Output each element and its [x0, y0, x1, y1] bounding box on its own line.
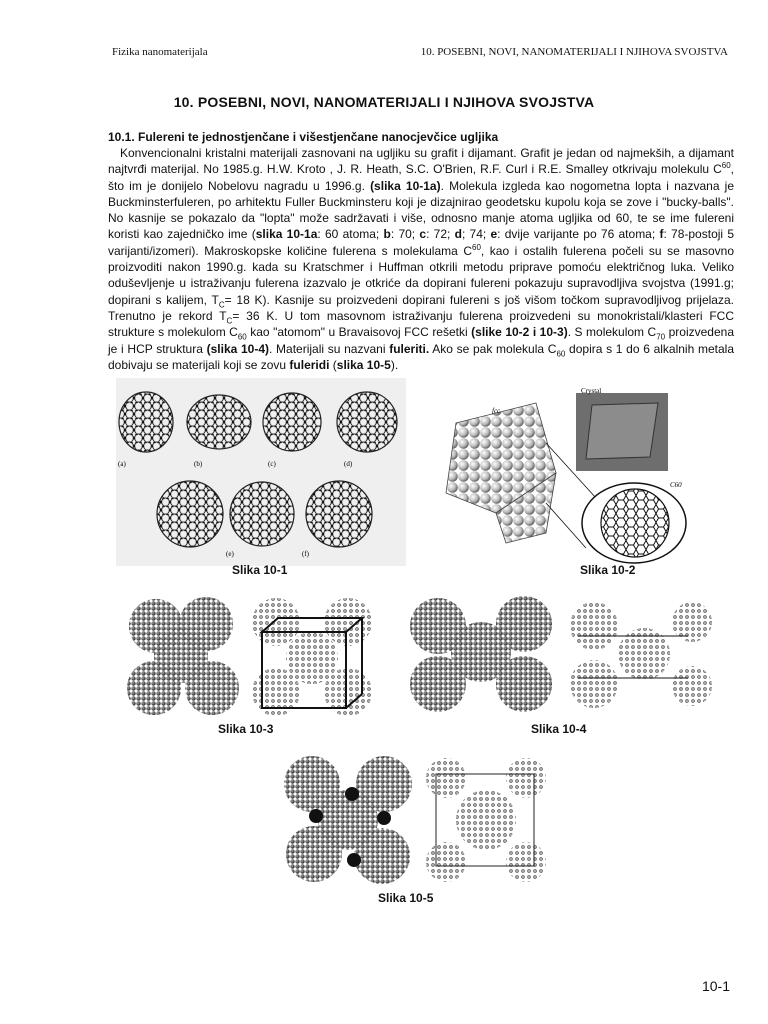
page-number: 10-1 — [701, 978, 730, 994]
caption-10-3: Slika 10-3 — [218, 722, 274, 736]
body-paragraph: Konvencionalni kristalni materijali zasnovani na ugljiku su grafit i dijamant. Grafit je jedan od najmekših, a dijamant najtvrđi materijal. No 1985.g. H.W. Kroto , J. R. Heath, S.C. O'Brien, R.F. Curl i R.E. Smalley otkrivaju molekulu $C^{60}$, što im je donijelo Nobelovu nagradu u 1996.g. (slika 10-1a). Molekula izgleda kao nogometna lopta i nazvana je Buckminsterfuleren, po arhitektu Fuller Buckminsteru koji je dizajnirao geodetsku kupolu koja se zove i "bucky-balls". No kasnije se pokazalo da "lopta" može sadržavati i više, odnosno manje atoma ugljika od 60, te se ime fulereni koristi kao zajedničko ime (slika 10-1a: 60 atoma; b: 70; c: 72; d; 74; e: dvije varijante po 76 atoma; f: 78-postoji 5 varijanti/izomeri). Makroskopske količine fulerena s molekulama $C^{60}$, kao i ostalih fulerena počeli su se masovno proizvoditi nakon 1990.g. kada su Kratschmer i Huffman otkrili metodu priprave pomoću električnog luka. Veliko oduševljenje u istraživanju fulerena izazvalo je otkriće da dopirani fulereni pokazuju supravodljiva svojstva (1991.g; dopirani s kalijem, $T_C= 18$ K). Kasnije su proizvedeni dopirani fulereni s još višom točkom supravodljivog prijelaza. Trenutno je rekord $T_C= 36$ K. U tom masovnom istraživanju fulerena proizvedeni su monokristali/klasteri FCC strukture s molekulom $C_{60}$ kao "atomom" u Bravaisovoj FCC rešetki (slike 10-2 i 10-3). S molekulom $C_{70}$ proizvedena je i HCP struktura (slika 10-4). Materijali su nazvani fuleriti. Ako se pak molekula $C_{60}$ dopira s 1 do 6 alkalnih metala dobivaju se materijali koji se zovu fuleridi (slika 10-5). — [108, 146, 735, 372]
fig2-label-fcc: fcc — [492, 407, 501, 415]
figure-10-4 — [408, 596, 712, 714]
fig1-label-a: (a) — [118, 460, 126, 468]
chapter-title: 10. POSEBNI, NOVI, NANOMATERIJALI I NJIHOVA SVOJSTVA — [173, 94, 595, 110]
fcc-fullerite-image — [126, 596, 376, 718]
fulleride-image — [280, 754, 554, 886]
caption-10-2: Slika 10-2 — [580, 563, 636, 577]
fig1-label-c: (c) — [268, 460, 276, 468]
fcc-crystal-image — [436, 383, 732, 565]
hcp-fullerite-image — [408, 596, 712, 714]
fig1-label-f: (f) — [302, 550, 309, 558]
caption-10-1: Slika 10-1 — [232, 563, 288, 577]
header-right: 10. POSEBNI, NOVI, NANOMATERIJALI I NJIHOVA SVOJSTVA — [420, 46, 728, 58]
figure-10-1 — [116, 378, 406, 566]
caption-10-4: Slika 10-4 — [531, 722, 587, 736]
fig2-label-c60: C60 — [670, 481, 682, 489]
caption-10-5: Slika 10-5 — [378, 891, 434, 905]
fig2-label-crystal: Crystal — [581, 387, 602, 395]
fullerene-variants-image — [116, 378, 406, 566]
figure-10-3 — [126, 596, 376, 718]
header-left: Fizika nanomaterijala — [112, 46, 208, 58]
fig1-label-d: (d) — [344, 460, 353, 468]
figure-10-2 — [436, 383, 732, 565]
section-heading: 10.1. Fulereni te jednostjenčane i višestjenčane nanocjevčice ugljika — [108, 130, 499, 144]
fig1-label-e: (e) — [226, 550, 234, 558]
fig1-label-b: (b) — [194, 460, 203, 468]
section-body — [108, 145, 734, 373]
figure-10-5 — [280, 754, 554, 886]
